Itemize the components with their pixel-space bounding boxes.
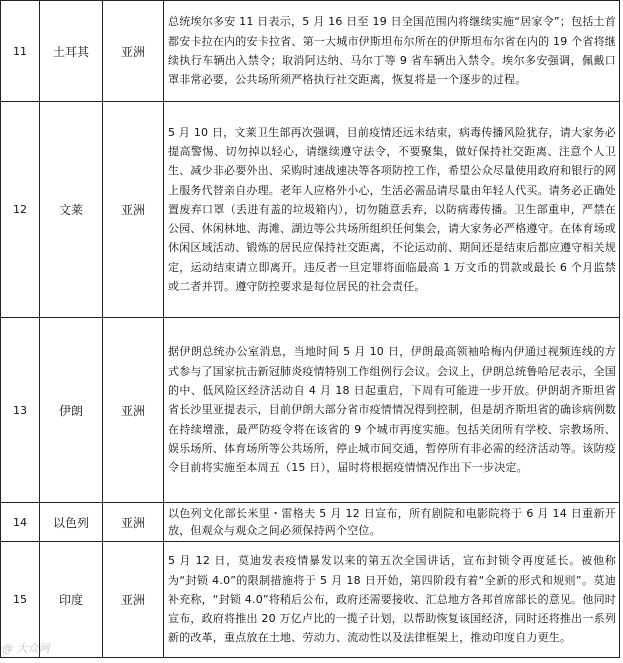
region-name: 亚洲 [103,542,164,658]
country-name: 土耳其 [40,1,103,102]
country-name: 伊朗 [40,318,103,503]
measures-text: 5 月 10 日，文莱卫生部再次强调，目前疫情还远未结束，病毒传播风险犹存，请大家务必提高警惕、切勿掉以轻心，请继续遵守法令，不要聚集，做好保持社交距离、注意个人卫生、减少非必要外出、采购时速战速决等各项防控工作，希望公众尽量使用政府和银行的网上服务代替亲自办理。老年人应格外小心，生活必需品请尽量由年轻人代买。请务必正确处置废弃口罩（丢进有盖的垃圾箱内），切勿随意丢弃，以防病毒传播。卫生部重申，严禁在公园、休闲林地、海滩、湖边等公共场所组织任何集会，请大家务必严格遵守。在体育场或休闲区域活动、锻炼的居民应保持社交距离，不论运动前、期间还是结束后都应遵守相关规定，运动结束请立即离开。违反者一旦定罪将面临最高 1 万文币的罚款或最长 6 个月监禁或二者并罚。遵守防控要求是每位居民的社会责任。 [164,102,620,318]
table-row [1,318,620,503]
row-number: 12 [1,102,40,318]
region-name: 亚洲 [103,318,164,503]
row-number: 11 [1,1,40,102]
country-name: 印度 [40,542,103,658]
measures-text: 总统埃尔多安 11 日表示，5 月 16 日至 19 日全国范围内将继续实施“居家令”；包括土首都安卡拉在内的安卡拉省、第一大城市伊斯坦布尔所在的伊斯坦布尔省在内的 19 个省将继续执行车辆出入禁令；取消阿达纳、马尔丁等 9 省车辆出入禁令。埃尔多安强调，佩戴口罩非常必要，公共场所须严格执行社交距离，恢复将是一个逐步的过程。 [164,1,620,102]
region-name: 亚洲 [103,503,164,542]
row-number: 13 [1,318,40,503]
table-row [1,102,620,318]
region-name: 亚洲 [103,1,164,102]
measures-text: 以色列文化部长米里・雷格夫 5 月 12 日宣布，所有剧院和电影院将于 6 月 14 日重新开放，但观众与观众之间必须保持两个空位。 [164,503,620,542]
watermark: @ 大众网 [2,642,50,655]
country-name: 文莱 [40,102,103,318]
region-name: 亚洲 [103,102,164,318]
table-row [1,503,620,542]
measures-text: 据伊朗总统办公室消息，当地时间 5 月 10 日，伊朗最高领袖哈梅内伊通过视频连线的方式参与了国家抗击新冠肺炎疫情特别工作组例行会议。会议上，伊朗总统鲁哈尼表示，全国的中、低风险区经济活动自 4 月 18 日起重启，下周有可能进一步开放。伊朗胡齐斯坦省省长沙里亚提表示，目前伊朗大部分省市疫情情况得到控制，但是胡齐斯坦省的确诊病例数在持续增涨，最严防疫令将在该省的 9 个城市再度实施。包括关闭所有学校、宗教场所、娱乐场所、体育场所等公共场所，停止城市间交通，暂停所有非必需的经济活动等。该防疫令目前将实施至本周五（15 日），届时将根据疫情情况作出下一步决定。 [164,318,620,503]
table-row [1,542,620,658]
country-name: 以色列 [40,503,103,542]
row-number: 15 [1,542,40,658]
table-row [1,1,620,102]
measures-text: 5 月 12 日，莫迪发表疫情暴发以来的第五次全国讲话，宣布封锁令再度延长。被他称为“封锁 4.0”的限制措施将于 5 月 18 日开始，第四阶段有着“全新的形式和规则”。莫迪补充称，“封锁 4.0”将稍后公布，政府还需要接收、汇总地方各邦首席部长的意见。他同时宣布，政府将推出 20 万亿卢比的一揽子计划，以帮助恢复该国经济，同时还将推出一系列新的改革，重点放在土地、劳动力、流动性以及法律框架上，推动印度自力更生。 [164,542,620,658]
row-number: 14 [1,503,40,542]
